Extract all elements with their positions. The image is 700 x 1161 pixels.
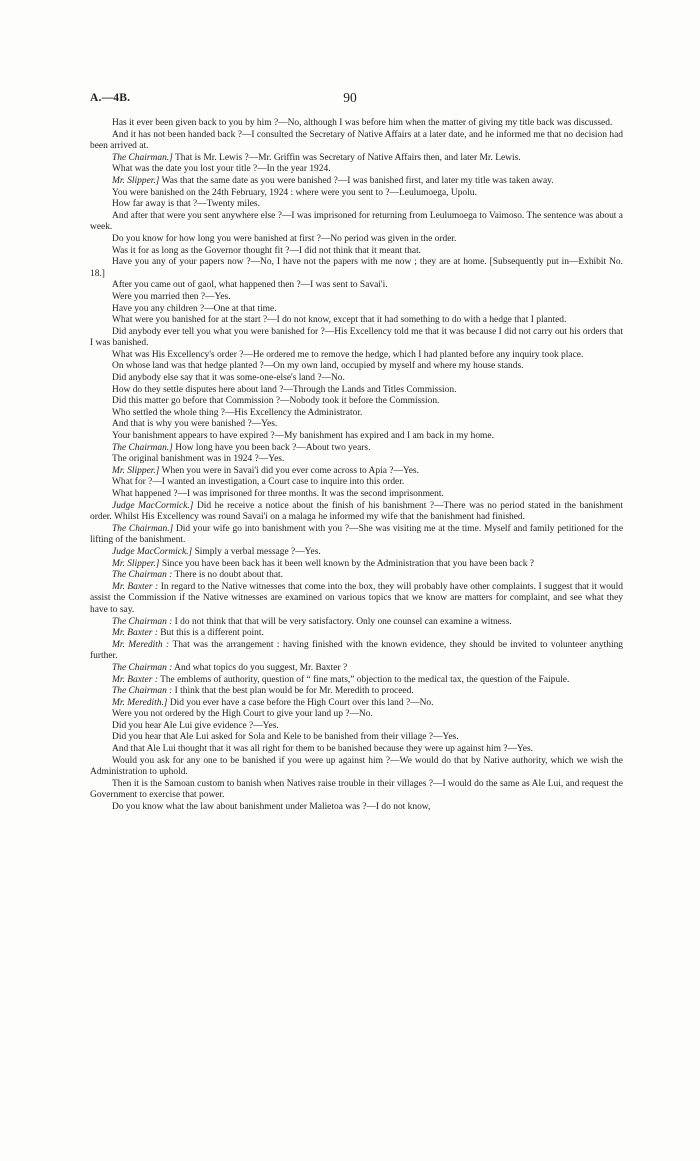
paragraph-text: Since you have been back has it been well known by the Administration that you have been back ? [159,558,534,569]
paragraph-text: Have you any children ?—One at that time. [112,303,277,314]
paragraph-text: What for ?—I wanted an investigation, a Court case to inquire into this order. [112,477,405,488]
paragraph-text: What happened ?—I was imprisoned for three months. It was the second imprisonment. [112,489,444,499]
transcript-paragraph [90,686,623,698]
transcript-paragraph [90,257,623,280]
transcript-paragraph [90,582,623,617]
paragraph-text: Was that the same date as you were banished ?—I was banished first, and later my title was taken away. [159,175,554,186]
transcript-paragraph [90,675,623,687]
transcript-body [90,118,623,814]
transcript-paragraph [90,779,623,802]
speaker-label: Mr. Baxter : [112,674,158,685]
transcript-paragraph [90,443,623,455]
transcript-paragraph [90,744,623,756]
paragraph-text: What were you banished for at the start ?—I do not know, except that it had something to do with a hedge that I planted. [112,315,567,326]
paragraph-text: Has it ever been given back to you by him ?—No, although I was before him when the matter of giving my title back was discussed. [112,118,613,128]
transcript-paragraph [90,292,623,304]
paragraph-text: You were banished on the 24th February, 1924 : where were you sent to ?—Leulumoega, Upolu. [112,187,477,198]
paragraph-text: Were you not ordered by the High Court to give your land up ?—No. [112,709,373,720]
speaker-label: Mr. Slipper.] [112,465,160,476]
speaker-label: Mr. Baxter : [112,581,159,592]
transcript-paragraph [90,164,623,176]
paragraph-text: Would you ask for any one to be banished if you were up against him ?—We would do that by Native authority, which we wish the Administration to uphold. [90,755,623,778]
speaker-label: Mr. Meredith.] [112,697,168,708]
speaker-label: Mr. Baxter : [112,628,158,639]
transcript-paragraph [90,315,623,327]
transcript-paragraph [90,373,623,385]
paragraph-text: I think that the best plan would be for Mr. Meredith to proceed. [172,686,414,697]
paragraph-text: What was His Excellency's order ?—He ordered me to remove the hedge, which I had planted before any inquiry took place. [112,349,584,360]
paragraph-text: I do not think that that will be very satisfactory. Only one counsel can examine a witness. [172,616,512,627]
paragraph-text: When you were in Savai'i did you ever come across to Apia ?—Yes. [159,465,419,476]
paragraph-text: Did you ever have a case before the High Court over this land ?—No. [167,697,434,708]
transcript-paragraph [90,698,623,710]
transcript-paragraph [90,153,623,165]
paragraph-text: In regard to the Native witnesses that come into the box, they will probably have other complaints. I suggest that it would assist the Commission if the Native witnesses are examined on various topics that we know are matters for complaint, and see what they have to say. [90,581,623,615]
transcript-paragraph [90,489,623,501]
speaker-label: Mr. Slipper.] [112,558,160,569]
transcript-paragraph [90,756,623,779]
transcript-paragraph [90,663,623,675]
paragraph-text: Did this matter go before that Commission ?—Nobody took it before the Commission. [112,396,440,407]
paragraph-text: But this is a different point. [157,628,264,639]
paragraph-text: Did you hear that Ale Lui asked for Sola and Kele to be banished from their village ?—Yes. [112,732,459,743]
transcript-paragraph [90,350,623,362]
transcript-paragraph [90,640,623,663]
paragraph-text: Have you any of your papers now ?—No, I have not the papers with me now ; they are at home. [Subsequently put in—Exhibit No. 18.] [90,257,623,279]
transcript-paragraph [90,361,623,373]
transcript-paragraph [90,628,623,640]
speaker-label: Mr. Meredith : [112,639,170,650]
paragraph-text: Were you married then ?—Yes. [112,291,231,302]
transcript-paragraph [90,559,623,571]
paragraph-text: That is Mr. Lewis ?—Mr. Griffin was Secretary of Native Affairs then, and later Mr. Lewis. [172,152,521,163]
paragraph-text: How do they settle disputes here about land ?—Through the Lands and Titles Commission. [112,384,457,395]
transcript-paragraph [90,466,623,478]
paragraph-text: Was it for as long as the Governor thought fit ?—I did not think that it meant that. [112,245,422,256]
transcript-paragraph [90,408,623,420]
paragraph-text: And that Ale Lui thought that it was all right for them to be banished because they were up against him ?—Yes. [112,744,534,755]
paragraph-text: And that is why you were banished ?—Yes. [112,419,278,430]
transcript-paragraph [90,709,623,721]
transcript-paragraph [90,396,623,408]
transcript-paragraph [90,234,623,246]
transcript-paragraph [90,327,623,350]
paragraph-text: And after that were you sent anywhere else ?—I was imprisoned for returning from Leulumoega to Vaimoso. The sentence was about a week. [90,210,623,233]
transcript-paragraph [90,431,623,443]
transcript-paragraph [90,246,623,258]
transcript-paragraph [90,130,623,153]
paragraph-text: Do you know what the law about banishment under Malietoa was ?—I do not know, [112,802,431,813]
paragraph-text: Did your wife go into banishment with you ?—She was visiting me at the time. Myself and family petitioned for the lifting of the banishment. [90,523,624,546]
speaker-label: The Chairman.] [112,523,174,534]
paragraph-text: Did anybody ever tell you what you were banished for ?—His Excellency told me that it was because I did not carry out his orders that I was banished. [90,326,623,349]
transcript-paragraph [90,199,623,211]
speaker-label: The Chairman : [112,686,173,697]
transcript-paragraph [90,501,623,524]
transcript-paragraph [90,570,623,582]
paragraph-text: Did he receive a notice about the finish of his banishment ?—There was no period stated in the banishment order. Whilst His Excellency was round Savai'i on a malaga he informed my wife that the banishment had finished. [90,500,623,523]
paragraph-text: And it has not been handed back ?—I consulted the Secretary of Native Affairs at a later date, and he informed me that no decision had been arrived at. [90,129,623,152]
speaker-label: Judge MacCormick.] [112,546,193,557]
transcript-paragraph [90,188,623,200]
transcript-paragraph [90,419,623,431]
transcript-paragraph [90,304,623,316]
transcript-paragraph [90,547,623,559]
speaker-label: The Chairman.] [112,442,173,453]
speaker-label: The Chairman : [112,616,173,627]
transcript-paragraph [90,176,623,188]
paragraph-text: Simply a verbal message ?—Yes. [192,546,321,557]
transcript-paragraph [90,118,623,130]
transcript-paragraph [90,524,623,547]
paragraph-text: How far away is that ?—Twenty miles. [112,199,260,210]
paragraph-text: That was the arrangement : having finished with the known evidence, they should be invited to volunteer anything further. [90,639,624,662]
paragraph-text: The emblems of authority, question of “ fine mats,” objection to the medical tax, the question of the Faipule. [157,674,570,685]
transcript-paragraph [90,385,623,397]
paragraph-text: After you came out of gaol, what happened then ?—I was sent to Savai'i. [112,280,388,291]
paragraph-text: Your banishment appears to have expired ?—My banishment has expired and I am back in my home. [112,431,494,442]
transcript-paragraph [90,802,623,814]
paragraph-text: Then it is the Samoan custom to banish when Natives raise trouble in their villages ?—I would do the same as Ale Lui, and request the Government to exercise that power. [90,778,623,801]
paragraph-text: There is no doubt about that. [172,570,284,581]
document-reference: A.—4B. [90,92,131,104]
paragraph-text: How long have you been back ?—About two years. [172,442,371,453]
speaker-label: The Chairman : [112,570,173,581]
speaker-label: The Chairman.] [112,152,173,163]
paragraph-text: Who settled the whole thing ?—His Excellency the Administrator. [112,407,363,418]
paragraph-text: And what topics do you suggest, Mr. Baxter ? [172,662,348,673]
transcript-paragraph [90,721,623,733]
paragraph-text: What was the date you lost your title ?—In the year 1924. [112,164,331,175]
paragraph-text: Did you hear Ale Lui give evidence ?—Yes. [112,720,279,731]
transcript-paragraph [90,280,623,292]
paragraph-text: Do you know for how long you were banished at first ?—No period was given in the order. [112,233,457,244]
transcript-paragraph [90,211,623,234]
speaker-label: Mr. Slipper.] [112,175,160,186]
transcript-paragraph [90,617,623,629]
paragraph-text: Did anybody else say that it was some-one-else's land ?—No. [112,373,345,384]
paragraph-text: On whose land was that hedge planted ?—On my own land, occupied by myself and where my house stands. [112,361,524,372]
speaker-label: Judge MacCormick.] [112,500,194,511]
paragraph-text: The original banishment was in 1924 ?—Yes. [112,454,285,465]
transcript-paragraph [90,454,623,466]
transcript-paragraph [90,732,623,744]
transcript-paragraph [90,477,623,489]
page-number: 90 [343,90,357,105]
speaker-label: The Chairman : [112,662,173,673]
